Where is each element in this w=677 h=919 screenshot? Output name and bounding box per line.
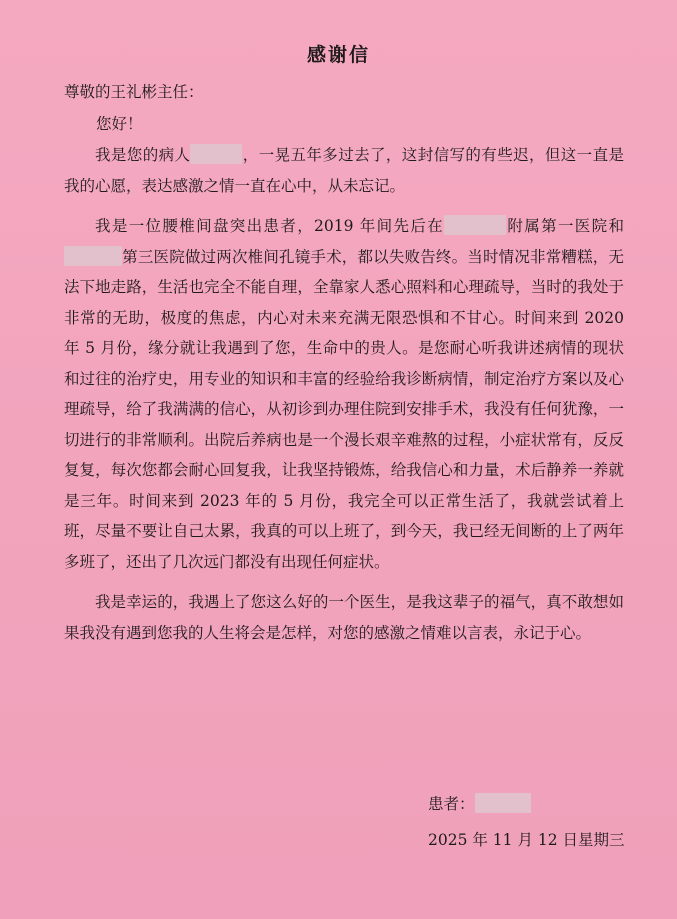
paragraph-1-text-b: ，一晃五年多过去了，这封信写的有些迟，但这一直是我的心愿，表达感激之情一直在心中，从未忘记。 [64,146,624,195]
paragraph-2-text-c: 第三医院做过两次椎间孔镜手术，都以失败告终。当时情况非常糟糕，无法下地走路，生活也完全不能自理，全靠家人悉心照料和心理疏导，当时的我处于非常的无助，极度的焦虑，内心对未来充满无限恐惧和不甘心。时间来到 2020 年 5 月份，缘分就让我遇到了您，生命中的贵人。是您耐心听我讲述病情的现状和过往的治疗史，用专业的知识和丰富的经验给我诊断病情，制定治疗方案以及心理疏导，给了我满满的信心，从初诊到办理住院到安排手术，我没有任何犹豫，一切进行的非常顺利。出院后养病也是一个漫长艰辛难熬的过程，小症状常有，反反复复，每次您都会耐心回复我，让我坚持锻炼，给我信心和力量，术后静养一养就是三年。时间来到 2023 年的 5 月份，我完全可以正常生活了，我就尝试着上班，尽量不要让自己太累，我真的可以上班了，到今天，我已经无间断的上了两年多班了，还出了几次远门都没有出现任何症状。 [64,247,624,571]
greeting: 您好！ [96,115,143,133]
paragraph-1-text-a: 我是您的病人 [95,146,191,164]
paragraph-3 [64,587,624,648]
paragraph-2 [64,211,624,577]
letter-title: 感谢信 [306,44,370,66]
redacted-patient-signature [475,793,531,813]
redacted-hospital-2 [64,246,122,266]
salutation: 尊敬的王礼彬主任： [64,83,204,101]
letter-body [64,140,624,658]
paragraph-2-text-b: 附属第一医院和 [506,217,624,235]
letter-date: 2025 年 11 月 12 日星期三 [428,831,625,849]
paragraph-1 [64,140,624,201]
patient-label: 患者： [428,795,475,813]
redacted-hospital-1 [444,215,506,235]
redacted-patient-name [190,144,242,164]
patient-signature [428,792,531,814]
paragraph-3-text-a: 我是幸运的，我遇上了您这么好的一个医生，是我这辈子的福气，真不敢想如果我没有遇到您我的人生将会是怎样，对您的感激之情难以言表，永记于心。 [64,593,624,642]
paragraph-2-text-a: 我是一位腰椎间盘突出患者，2019 年间先后在 [95,217,445,235]
